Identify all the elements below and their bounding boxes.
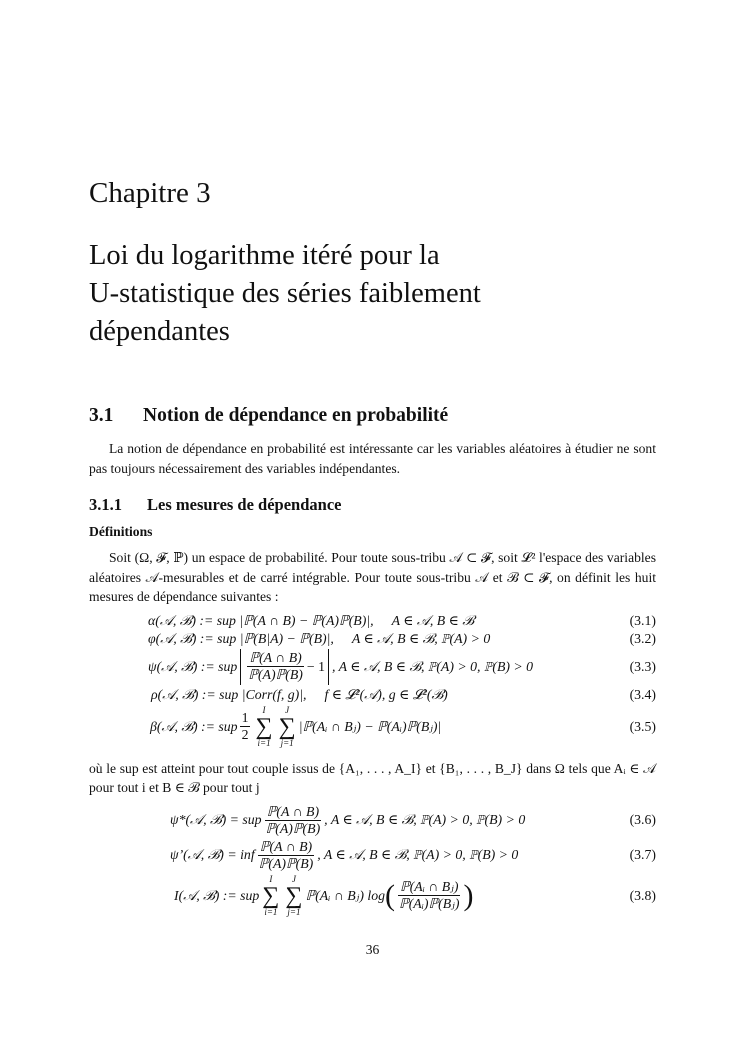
eq-lhs: ψ(𝒜, ℬ) := sup: [148, 658, 238, 674]
eq-lhs: ψ’(𝒜, ℬ) = inf: [170, 847, 255, 862]
subsection-heading: [89, 494, 656, 516]
intro-paragraph: [89, 439, 656, 478]
equation-3-4: [89, 687, 656, 703]
equations-block: [89, 613, 656, 749]
mid-paragraph: [89, 759, 656, 798]
title-line: U-statistique des séries faiblement: [89, 278, 481, 309]
sum-upper: J: [285, 704, 290, 715]
eq-number: (3.1): [629, 612, 656, 628]
eq-number: (3.8): [629, 887, 656, 903]
fraction: [397, 879, 461, 912]
eq-lhs: ψ*(𝒜, ℬ) = sup: [170, 812, 262, 827]
eq-body: ℙ(Aᵢ ∩ Bⱼ) log: [305, 887, 386, 903]
sum-symbol: J ∑ j=1: [278, 704, 296, 748]
sum-symbol: J ∑ j=1: [285, 873, 303, 917]
chapter-title: [89, 237, 656, 351]
abs-bar: [328, 649, 329, 685]
eq-body: |ℙ(B|A) − ℙ(B)|,: [239, 630, 334, 646]
fraction: [257, 839, 316, 872]
eq-tail: − 1: [306, 658, 326, 674]
eq-lhs: I(𝒜, ℬ) := sup: [174, 887, 260, 903]
eq-condition: , A ∈ 𝒜, B ∈ ℬ, ℙ(A) > 0, ℙ(B) > 0: [317, 847, 519, 862]
eq-number: (3.3): [629, 658, 656, 674]
subsection-number: 3.1.1: [89, 495, 122, 514]
title-line: Loi du logarithme itéré pour la: [89, 240, 440, 271]
equation-3-6: [89, 804, 656, 837]
abs-bar: [240, 649, 241, 685]
numerator: 1: [241, 710, 249, 725]
denominator: ℙ(A)ℙ(B): [248, 667, 303, 682]
definition-text: Soit (Ω, 𝓕, ℙ) un espace de probabilité. Pour toute sous-tribu 𝒜 ⊂ 𝓕, soit 𝓛² l'espace des variables aléatoires 𝒜-mesurables et de carré intégrable. Pour toute sous-tribu 𝒜 et ℬ ⊂ 𝓕, on définit les huit mesures de dépendance suivantes :: [89, 550, 656, 604]
denominator: ℙ(A)ℙ(B): [258, 855, 314, 871]
chapter-label: Chapitre 3: [89, 177, 211, 209]
page-number: 36: [365, 941, 380, 957]
eq-lhs: φ(𝒜, ℬ) := sup: [148, 630, 237, 646]
equation-3-3: [89, 649, 656, 685]
denominator: ℙ(A)ℙ(B): [265, 820, 321, 836]
sum-lower: i=1: [257, 737, 271, 748]
sum-lower: j=1: [280, 737, 294, 748]
eq-condition: A ∈ 𝒜, B ∈ ℬ, ℙ(A) > 0: [351, 630, 491, 646]
section-title: Notion de dépendance en probabilité: [143, 405, 449, 426]
equation-3-8: [89, 874, 656, 918]
fraction: [264, 804, 323, 837]
equation-3-7: [89, 839, 656, 872]
page: [89, 0, 656, 978]
eq-condition: , A ∈ 𝒜, B ∈ ℬ, ℙ(A) > 0, ℙ(B) > 0: [332, 658, 534, 674]
eq-condition: f ∈ 𝓛²(𝒜), g ∈ 𝓛²(ℬ): [324, 686, 448, 702]
eq-lhs: β(𝒜, ℬ) := sup: [150, 718, 238, 734]
eq-body: |ℙ(A ∩ B) − ℙ(A)ℙ(B)|,: [239, 612, 374, 628]
equations-block-2: [89, 804, 656, 918]
definitions-heading: Définitions: [89, 524, 153, 539]
fraction: [246, 650, 305, 683]
sum-lower: i=1: [264, 906, 278, 917]
eq-lhs: ρ(𝒜, ℬ) := sup: [151, 686, 239, 702]
sum-lower: j=1: [287, 906, 301, 917]
section-number: 3.1: [89, 405, 114, 426]
denominator: 2: [241, 727, 249, 742]
numerator: ℙ(A ∩ B): [259, 838, 313, 854]
eq-number: (3.7): [629, 847, 656, 862]
eq-body: |Corr(f, g)|,: [241, 686, 307, 702]
numerator: ℙ(A ∩ B): [249, 650, 302, 665]
equation-3-2: [89, 631, 656, 647]
section-heading: [89, 403, 656, 429]
title-line: dépendantes: [89, 316, 230, 347]
sum-upper: J: [291, 873, 296, 884]
equation-3-1: [89, 613, 656, 629]
numerator: ℙ(Aᵢ ∩ Bⱼ): [400, 879, 459, 894]
subsection-title: Les mesures de dépendance: [147, 495, 342, 514]
definition-paragraph: [89, 548, 656, 607]
sum-upper: I: [269, 873, 273, 884]
right-paren: ): [463, 878, 474, 912]
mid-text: où le sup est atteint pour tout couple issus de {A₁, . . . , A_I} et {B₁, . . . , B_J} dans Ω tels que Aᵢ ∈ 𝒜 pour tout i et B ∈ ℬ pour tout j: [89, 760, 656, 795]
left-paren: (: [385, 878, 396, 912]
numerator: ℙ(A ∩ B): [266, 803, 320, 819]
sum-symbol: I ∑ i=1: [255, 704, 273, 748]
eq-condition: A ∈ 𝒜, B ∈ ℬ: [391, 612, 474, 628]
eq-number: (3.4): [629, 686, 656, 702]
sum-upper: I: [262, 704, 266, 715]
one-half: [240, 710, 251, 743]
sum-symbol: I ∑ i=1: [262, 873, 280, 917]
eq-condition: , A ∈ 𝒜, B ∈ ℬ, ℙ(A) > 0, ℙ(B) > 0: [324, 812, 526, 827]
eq-lhs: α(𝒜, ℬ) := sup: [148, 612, 236, 628]
denominator: ℙ(Aᵢ)ℙ(Bⱼ): [399, 896, 460, 911]
equation-3-5: [89, 705, 656, 749]
intro-text: La notion de dépendance en probabilité est intéressante car les variables aléatoires à étudier ne sont pas toujours nécessairement des variables indépendantes.: [89, 441, 656, 476]
eq-number: (3.2): [629, 630, 656, 646]
eq-body: |ℙ(Aᵢ ∩ Bⱼ) − ℙ(Aᵢ)ℙ(Bⱼ)|: [298, 718, 442, 734]
eq-number: (3.6): [629, 812, 656, 827]
eq-number: (3.5): [629, 718, 656, 734]
